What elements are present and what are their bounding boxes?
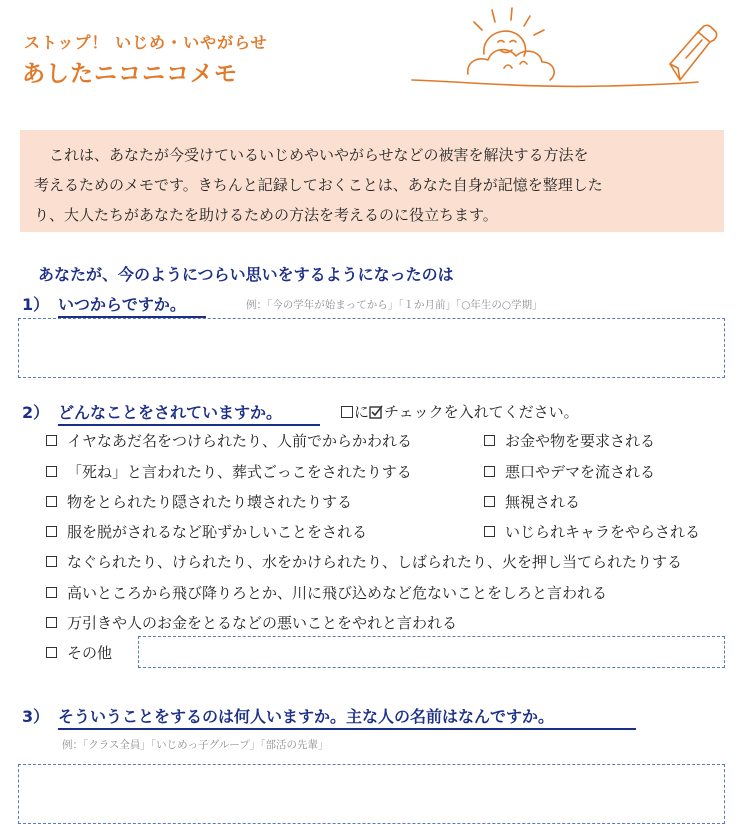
option-dangerous-act[interactable] [46, 582, 607, 603]
option-label: イヤなあだ名をつけられたり、人前でからかわれる [67, 432, 413, 450]
q3-number: 3） [22, 707, 50, 726]
option-label: お金や物を要求される [505, 432, 656, 450]
option-label: 万引きや人のお金をとるなどの悪いことをやれと言われる [67, 614, 458, 632]
checkbox-icon [341, 406, 353, 418]
option-label: 無視される [505, 493, 581, 511]
option-humiliation[interactable] [46, 521, 367, 542]
option-label: その他 [67, 644, 113, 662]
header-subtitle: ストップ！ いじめ・いやがらせ [24, 33, 268, 52]
option-nickname[interactable] [46, 430, 412, 451]
option-shoplifting[interactable] [46, 612, 457, 633]
q1-question: いつからですか。 [58, 292, 206, 318]
lead-question: あなたが、今のようにつらい思いをするようになったのは [38, 265, 454, 284]
sun-cloud-pencil-illustration [408, 2, 738, 100]
checkbox[interactable] [46, 556, 57, 567]
option-label: なぐられたり、けられたり、水をかけられたり、しばられたり、火を押し当てられたりする [67, 553, 683, 571]
checkbox[interactable] [46, 587, 57, 598]
q2-instruction [340, 401, 579, 422]
checkbox[interactable] [484, 496, 495, 507]
option-other[interactable] [46, 642, 112, 663]
header-title: あしたニコニコメモ [22, 61, 238, 87]
intro-box [20, 130, 724, 232]
intro-line: 考えるためのメモです。きちんと記録しておくことは、あなた自身が記憶を整理した [34, 176, 603, 194]
option-ignored[interactable] [484, 491, 580, 512]
checkbox[interactable] [46, 435, 57, 446]
option-label: いじられキャラをやらされる [505, 523, 701, 541]
option-violence[interactable] [46, 551, 682, 572]
intro-line: これは、あなたが今受けているいじめやいやがらせなどの被害を解決する方法を [34, 146, 589, 164]
checkbox[interactable] [46, 466, 57, 477]
option-label: 悪口やデマを流される [505, 463, 656, 481]
q3-example: 例：「クラス全員」「いじめっ子グループ」「部活の先輩」 [62, 739, 329, 751]
option-money-demand[interactable] [484, 430, 655, 451]
other-text-field[interactable] [138, 636, 725, 668]
option-label: 高いところから飛び降りろとか、川に飛び込めなど危ないことをしろと言われる [67, 584, 608, 602]
intro-line: り、大人たちがあなたを助けるための方法を考えるのに役立ちます。 [34, 206, 498, 224]
option-death-threat[interactable] [46, 461, 412, 482]
q3-question: そういうことをするのは何人いますか。主な人の名前はなんですか。 [58, 704, 636, 730]
checkbox[interactable] [484, 435, 495, 446]
option-rumors[interactable] [484, 461, 655, 482]
q1-example: 例：「今の学年が始まってから」「１か月前」「○年生の○学期」 [246, 299, 543, 311]
option-label: 「死ね」と言われたり、葬式ごっこをされたりする [67, 463, 412, 481]
checkbox[interactable] [46, 617, 57, 628]
q2-note-after: チェックを入れてください。 [384, 403, 579, 421]
q2-number: 2） [22, 403, 50, 422]
checkbox[interactable] [484, 526, 495, 537]
checkbox[interactable] [46, 526, 57, 537]
q2-question: どんなことをされていますか。 [58, 400, 320, 426]
option-label: 物をとられたり隠されたり壊されたりする [67, 493, 353, 511]
q2-note-before: に [354, 403, 370, 421]
q1-answer-box[interactable] [18, 318, 725, 378]
checkbox[interactable] [46, 647, 57, 658]
checked-box-icon [369, 405, 383, 419]
option-ijirare-chara[interactable] [484, 521, 700, 542]
checkbox[interactable] [46, 496, 57, 507]
q1-number: 1） [22, 295, 50, 314]
option-label: 服を脱がされるなど恥ずかしいことをされる [67, 523, 368, 541]
q3-answer-box[interactable] [18, 764, 725, 824]
option-belongings[interactable] [46, 491, 352, 512]
checkbox[interactable] [484, 466, 495, 477]
